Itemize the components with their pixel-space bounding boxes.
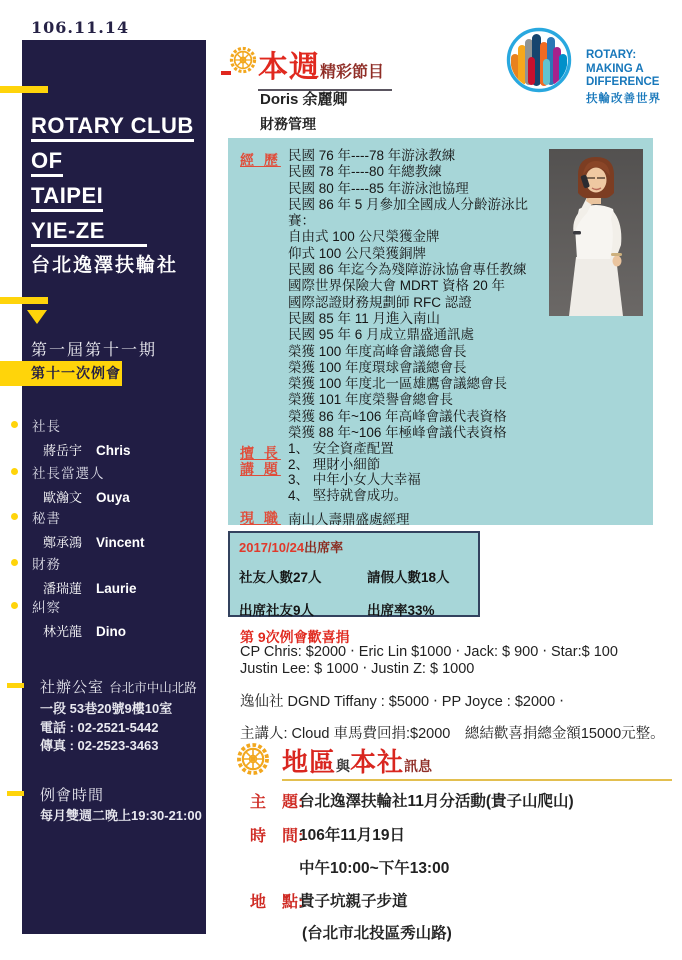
officer-name: 林光龍 bbox=[43, 624, 83, 639]
officer-name: 鄭承鴻 bbox=[43, 535, 83, 550]
news-title-big: 地區 bbox=[282, 747, 337, 777]
bullet-dot-icon bbox=[11, 468, 18, 475]
experience-line: 國際世界保險大會 MDRT 資格 20 年 bbox=[288, 278, 506, 294]
officer-president bbox=[32, 415, 131, 459]
experience-line: 榮獲 100 年度環球會議總會長 bbox=[288, 359, 467, 375]
yellow-triangle-icon bbox=[27, 310, 47, 324]
attendance-title: 出席率 bbox=[304, 540, 344, 555]
news-place-value: 貴子坑親子步道 bbox=[299, 893, 408, 910]
specialty-item: 3、 中年小女人大幸福 bbox=[288, 472, 421, 488]
news-place-value2: (台北市北投區秀山路) bbox=[302, 925, 452, 942]
yellow-bar-top bbox=[0, 86, 48, 93]
weekly-program-header bbox=[258, 42, 392, 91]
attendance-attended: 出席社友9人 bbox=[239, 603, 315, 618]
attendance-leave: 請假人數18人 bbox=[367, 570, 450, 585]
news-header-underline bbox=[282, 779, 672, 781]
donation-line: 主講人: Cloud 車馬費回捐:$2000 總結歡喜捐總金額15000元整。 bbox=[240, 726, 665, 742]
logo-line4: 扶輪改善世界 bbox=[586, 92, 661, 105]
rotary-wheel-icon bbox=[229, 46, 257, 74]
current-job-value: 南山人壽鼎盛處經理 bbox=[288, 512, 410, 527]
rotary-theme-logo bbox=[506, 27, 572, 93]
experience-line: 民國 76 年----78 年游泳教練 bbox=[288, 148, 456, 163]
logo-line3: DIFFERENCE bbox=[586, 76, 660, 88]
experience-line: 榮獲 86 年~106 年高峰會議代表資格 bbox=[288, 408, 507, 424]
donation-title: 第 9次例會歡喜捐 bbox=[240, 629, 350, 645]
specialty-label-line2: 講 題 bbox=[240, 461, 281, 477]
news-section-header bbox=[282, 742, 432, 779]
officer-title: 財務 bbox=[32, 557, 61, 572]
officer-sergeant bbox=[32, 596, 126, 640]
officer-title: 社長 bbox=[32, 419, 61, 434]
bullet-dot-icon bbox=[11, 513, 18, 520]
officer-treasurer bbox=[32, 553, 137, 597]
officer-name: 蔣岳宇 bbox=[43, 443, 83, 458]
club-name-line: TAIPEI bbox=[31, 183, 103, 212]
club-name-line: YIE-ZE bbox=[31, 218, 147, 247]
news-title-big: 本社 bbox=[350, 747, 405, 777]
experience-line: 民國 86 年 5 月參加全國成人分齡游泳比 bbox=[288, 196, 529, 212]
specialty-item: 2、 理財小細節 bbox=[288, 456, 381, 472]
office-label: 社辦公室 bbox=[40, 679, 105, 696]
experience-list bbox=[288, 148, 528, 441]
attendance-row bbox=[239, 599, 469, 619]
donation-line: Justin Lee: $ 1000 ‧ Justin Z: $ 1000 bbox=[240, 661, 475, 677]
bullet-dot-icon bbox=[11, 421, 18, 428]
speech-topic: 財務管理 bbox=[260, 116, 316, 132]
specialty-item: 4、 堅持就會成功。 bbox=[288, 487, 408, 503]
donation-line: CP Chris: $2000 ‧ Eric Lin $1000 ‧ Jack: $ 900 ‧ Star:$ 100 bbox=[240, 644, 618, 660]
officer-name: 潘瑞蓮 bbox=[43, 581, 83, 596]
donation-line: 逸仙社 DGND Tiffany : $5000 ‧ PP Joyce : $2000 ‧ bbox=[240, 694, 564, 710]
speaker-name: Doris 余麗卿 bbox=[260, 91, 348, 108]
bullet-dot-icon bbox=[11, 602, 18, 609]
meeting-number-tag bbox=[0, 361, 122, 386]
news-place-label: 地 點: bbox=[250, 894, 304, 911]
experience-line: 民國 78 年----80 年總教練 bbox=[288, 164, 442, 180]
yellow-dash-icon bbox=[7, 683, 24, 688]
news-subject-label: 主 題: bbox=[250, 794, 304, 811]
officer-english-name: Laurie bbox=[96, 581, 137, 596]
meeting-time-value: 每月雙週二晚上19:30-21:00 bbox=[40, 808, 202, 823]
news-time-label: 時 間: bbox=[250, 828, 304, 845]
officer-secretary bbox=[32, 507, 145, 551]
experience-line: 國際認證財務規劃師 RFC 認證 bbox=[288, 294, 472, 310]
experience-line: 自由式 100 公尺榮獲金牌 bbox=[288, 229, 440, 245]
club-name-chinese: 台北逸澤扶輪社 bbox=[31, 255, 179, 276]
header-title-small: 精彩節目 bbox=[320, 64, 385, 81]
office-address2: 一段 53巷20號9樓10室 bbox=[40, 701, 173, 716]
club-name-english bbox=[31, 108, 194, 248]
rotary-wheel-icon bbox=[236, 742, 270, 776]
bullet-dot-icon bbox=[11, 559, 18, 566]
specialty-label-line1: 擅 長 bbox=[240, 445, 281, 461]
office-line bbox=[40, 676, 197, 697]
specialty-item: 1、 安全資產配置 bbox=[288, 441, 394, 456]
current-job-label: 現 職 bbox=[240, 510, 281, 526]
meeting-time-label: 例會時間 bbox=[40, 787, 105, 804]
specialty-list bbox=[288, 441, 421, 503]
experience-line: 民國 95 年 6 月成立鼎盛通訊處 bbox=[288, 327, 475, 343]
news-time-value2: 中午10:00~下午13:00 bbox=[299, 860, 450, 877]
yellow-bar-mid bbox=[0, 297, 48, 304]
header-title-big: 本週 bbox=[258, 51, 320, 84]
officer-title: 秘書 bbox=[32, 511, 61, 526]
office-fax: 傳真 : 02-2523-3463 bbox=[40, 738, 159, 753]
news-subject-value: 台北逸澤扶輪社11月分活動(貴子山爬山) bbox=[299, 793, 574, 810]
officer-name: 歐瀚文 bbox=[43, 490, 83, 505]
yellow-dash-icon bbox=[7, 791, 24, 796]
attendance-box bbox=[228, 531, 480, 617]
news-time-value: 106年11月19日 bbox=[299, 827, 405, 844]
experience-line: 民國 85 年 11 月進入南山 bbox=[288, 310, 441, 326]
experience-line: 民國 86 年迄今為殘障游泳協會專任教練 bbox=[288, 262, 527, 278]
attendance-rate: 出席率33% bbox=[367, 603, 435, 618]
officer-english-name: Dino bbox=[96, 624, 127, 639]
experience-label: 經 歷 bbox=[240, 152, 281, 168]
experience-line: 榮獲 100 年度北一區雄鷹會議總會長 bbox=[288, 376, 508, 392]
logo-line1: ROTARY: bbox=[586, 49, 637, 61]
experience-line: 仰式 100 公尺榮獲銅牌 bbox=[288, 245, 427, 261]
attendance-date: 2017/10/24 bbox=[239, 540, 305, 555]
meeting-number-label: 第十一次例會 bbox=[31, 365, 121, 381]
speaker-photo bbox=[549, 149, 643, 316]
officer-english-name: Chris bbox=[96, 443, 131, 458]
issue-date: 106.11.14 bbox=[31, 18, 130, 37]
logo-line2: MAKING A bbox=[586, 62, 644, 75]
club-name-line: OF bbox=[31, 148, 63, 177]
experience-line: 榮獲 100 年度高峰會議總會長 bbox=[288, 343, 467, 359]
attendance-row bbox=[239, 566, 469, 586]
officer-title: 社長當選人 bbox=[32, 466, 105, 481]
office-phone: 電話 : 02-2521-5442 bbox=[40, 720, 159, 735]
officer-english-name: Vincent bbox=[96, 535, 145, 550]
news-title-small: 與 bbox=[336, 758, 351, 774]
experience-line: 民國 80 年----85 年游泳池協理 bbox=[288, 180, 469, 196]
speaker-profile-panel bbox=[228, 138, 653, 525]
experience-line: 榮獲 101 年度榮譽會總會長 bbox=[288, 392, 454, 408]
issue-number: 第一屆第十一期 bbox=[31, 342, 158, 359]
officer-president-elect bbox=[32, 462, 130, 506]
attendance-members: 社友人數27人 bbox=[239, 570, 322, 585]
experience-line: 榮獲 88 年~106 年極峰會議代表資格 bbox=[288, 425, 507, 441]
experience-line: 賽： bbox=[288, 213, 315, 229]
officer-title: 糾察 bbox=[32, 600, 61, 615]
rotary-theme-text bbox=[586, 49, 661, 106]
officer-english-name: Ouya bbox=[96, 490, 130, 505]
news-title-small: 訊息 bbox=[404, 758, 433, 774]
club-name-line: ROTARY CLUB bbox=[31, 113, 194, 142]
office-address1: 台北市中山北路 bbox=[109, 681, 197, 695]
